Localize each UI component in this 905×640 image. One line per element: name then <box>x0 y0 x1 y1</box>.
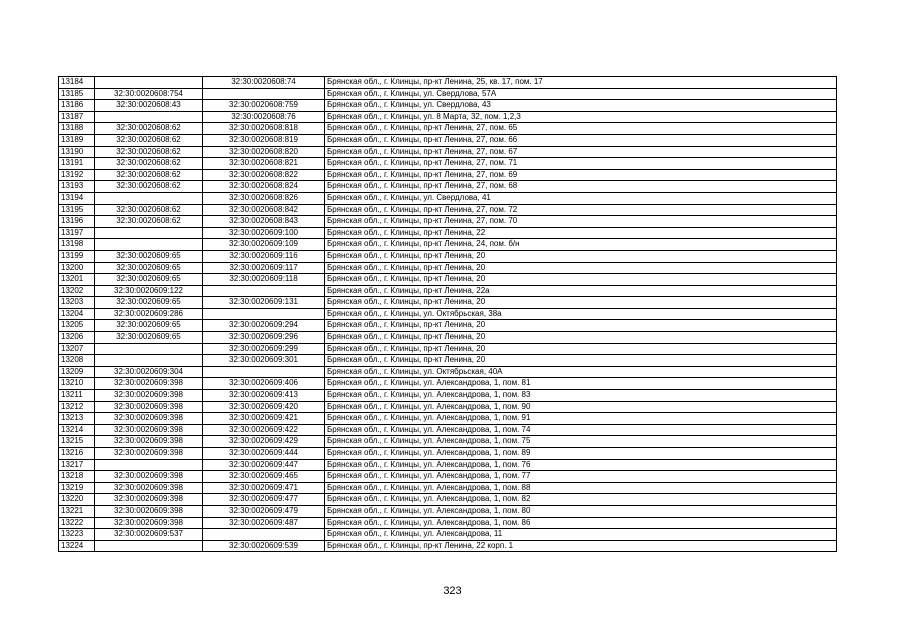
parent-cadastral-number-cell: 32:30:0020608:62 <box>95 169 203 181</box>
table-row <box>59 77 837 89</box>
object-cadastral-number-cell: 32:30:0020609:447 <box>203 459 325 471</box>
parent-cadastral-number-cell: 32:30:0020609:398 <box>95 401 203 413</box>
parent-cadastral-number-cell: 32:30:0020609:65 <box>95 262 203 274</box>
table-row <box>59 146 837 158</box>
parent-cadastral-number-cell: 32:30:0020609:122 <box>95 285 203 297</box>
parent-cadastral-number-cell <box>95 239 203 251</box>
object-cadastral-number-cell <box>203 529 325 541</box>
address-cell: Брянская обл., г. Клинцы, пр-кт Ленина, 20 <box>325 320 837 332</box>
object-cadastral-number-cell <box>203 308 325 320</box>
object-cadastral-number-cell: 32:30:0020609:131 <box>203 297 325 309</box>
row-number-cell: 13199 <box>59 250 95 262</box>
table-row <box>59 494 837 506</box>
table-row <box>59 297 837 309</box>
table-row <box>59 332 837 344</box>
parent-cadastral-number-cell <box>95 459 203 471</box>
object-cadastral-number-cell: 32:30:0020609:429 <box>203 436 325 448</box>
parent-cadastral-number-cell: 32:30:0020609:537 <box>95 529 203 541</box>
object-cadastral-number-cell: 32:30:0020609:471 <box>203 482 325 494</box>
address-cell: Брянская обл., г. Клинцы, ул. Александрова, 1, пом. 89 <box>325 448 837 460</box>
table-row <box>59 134 837 146</box>
table-row <box>59 378 837 390</box>
object-cadastral-number-cell: 32:30:0020608:759 <box>203 100 325 112</box>
row-number-cell: 13206 <box>59 332 95 344</box>
registry-table <box>58 76 837 552</box>
parent-cadastral-number-cell: 32:30:0020609:398 <box>95 471 203 483</box>
address-cell: Брянская обл., г. Клинцы, пр-кт Ленина, 24, пом. б/н <box>325 239 837 251</box>
row-number-cell: 13213 <box>59 413 95 425</box>
table-row <box>59 239 837 251</box>
address-cell: Брянская обл., г. Клинцы, ул. Александрова, 1, пом. 90 <box>325 401 837 413</box>
address-cell: Брянская обл., г. Клинцы, пр-кт Ленина, 27, пом. 72 <box>325 204 837 216</box>
table-row <box>59 448 837 460</box>
address-cell: Брянская обл., г. Клинцы, пр-кт Ленина, 27, пом. 67 <box>325 146 837 158</box>
registry-table-body <box>59 77 837 552</box>
object-cadastral-number-cell: 32:30:0020609:299 <box>203 343 325 355</box>
address-cell: Брянская обл., г. Клинцы, ул. Свердлова, 41 <box>325 192 837 204</box>
table-row <box>59 123 837 135</box>
parent-cadastral-number-cell: 32:30:0020609:398 <box>95 413 203 425</box>
object-cadastral-number-cell: 32:30:0020608:820 <box>203 146 325 158</box>
table-row <box>59 366 837 378</box>
object-cadastral-number-cell <box>203 285 325 297</box>
object-cadastral-number-cell: 32:30:0020608:824 <box>203 181 325 193</box>
object-cadastral-number-cell: 32:30:0020608:819 <box>203 134 325 146</box>
object-cadastral-number-cell: 32:30:0020609:421 <box>203 413 325 425</box>
row-number-cell: 13207 <box>59 343 95 355</box>
table-row <box>59 250 837 262</box>
parent-cadastral-number-cell <box>95 343 203 355</box>
table-row <box>59 424 837 436</box>
parent-cadastral-number-cell <box>95 77 203 89</box>
parent-cadastral-number-cell: 32:30:0020608:62 <box>95 123 203 135</box>
address-cell: Брянская обл., г. Клинцы, пр-кт Ленина, 20 <box>325 297 837 309</box>
row-number-cell: 13217 <box>59 459 95 471</box>
table-row <box>59 169 837 181</box>
row-number-cell: 13189 <box>59 134 95 146</box>
object-cadastral-number-cell <box>203 366 325 378</box>
address-cell: Брянская обл., г. Клинцы, пр-кт Ленина, 27, пом. 66 <box>325 134 837 146</box>
object-cadastral-number-cell: 32:30:0020609:116 <box>203 250 325 262</box>
table-row <box>59 181 837 193</box>
parent-cadastral-number-cell <box>95 111 203 123</box>
row-number-cell: 13220 <box>59 494 95 506</box>
address-cell: Брянская обл., г. Клинцы, пр-кт Ленина, 22 корп. 1 <box>325 540 837 552</box>
address-cell: Брянская обл., г. Клинцы, пр-кт Ленина, 20 <box>325 343 837 355</box>
address-cell: Брянская обл., г. Клинцы, пр-кт Ленина, 20 <box>325 355 837 367</box>
address-cell: Брянская обл., г. Клинцы, ул. Александрова, 1, пом. 74 <box>325 424 837 436</box>
parent-cadastral-number-cell <box>95 227 203 239</box>
object-cadastral-number-cell: 32:30:0020609:100 <box>203 227 325 239</box>
row-number-cell: 13194 <box>59 192 95 204</box>
row-number-cell: 13196 <box>59 216 95 228</box>
address-cell: Брянская обл., г. Клинцы, пр-кт Ленина, 27, пом. 71 <box>325 158 837 170</box>
object-cadastral-number-cell: 32:30:0020609:444 <box>203 448 325 460</box>
row-number-cell: 13221 <box>59 505 95 517</box>
table-row <box>59 482 837 494</box>
table-row <box>59 308 837 320</box>
parent-cadastral-number-cell: 32:30:0020609:65 <box>95 274 203 286</box>
row-number-cell: 13192 <box>59 169 95 181</box>
parent-cadastral-number-cell: 32:30:0020609:286 <box>95 308 203 320</box>
address-cell: Брянская обл., г. Клинцы, пр-кт Ленина, 27, пом. 70 <box>325 216 837 228</box>
object-cadastral-number-cell: 32:30:0020609:296 <box>203 332 325 344</box>
address-cell: Брянская обл., г. Клинцы, пр-кт Ленина, 20 <box>325 250 837 262</box>
table-row <box>59 343 837 355</box>
address-cell: Брянская обл., г. Клинцы, ул. Свердлова, 57А <box>325 88 837 100</box>
table-row <box>59 216 837 228</box>
object-cadastral-number-cell: 32:30:0020609:420 <box>203 401 325 413</box>
address-cell: Брянская обл., г. Клинцы, ул. Свердлова, 43 <box>325 100 837 112</box>
parent-cadastral-number-cell <box>95 540 203 552</box>
address-cell: Брянская обл., г. Клинцы, ул. Александрова, 1, пом. 77 <box>325 471 837 483</box>
row-number-cell: 13204 <box>59 308 95 320</box>
row-number-cell: 13193 <box>59 181 95 193</box>
object-cadastral-number-cell: 32:30:0020608:826 <box>203 192 325 204</box>
table-row <box>59 517 837 529</box>
parent-cadastral-number-cell <box>95 355 203 367</box>
address-cell: Брянская обл., г. Клинцы, пр-кт Ленина, 27, пом. 65 <box>325 123 837 135</box>
table-row <box>59 262 837 274</box>
row-number-cell: 13203 <box>59 297 95 309</box>
row-number-cell: 13222 <box>59 517 95 529</box>
row-number-cell: 13185 <box>59 88 95 100</box>
address-cell: Брянская обл., г. Клинцы, ул. Александрова, 1, пом. 80 <box>325 505 837 517</box>
object-cadastral-number-cell: 32:30:0020608:842 <box>203 204 325 216</box>
address-cell: Брянская обл., г. Клинцы, ул. Александрова, 11 <box>325 529 837 541</box>
row-number-cell: 13201 <box>59 274 95 286</box>
table-row <box>59 158 837 170</box>
object-cadastral-number-cell: 32:30:0020609:406 <box>203 378 325 390</box>
object-cadastral-number-cell: 32:30:0020609:118 <box>203 274 325 286</box>
address-cell: Брянская обл., г. Клинцы, ул. Александрова, 1, пом. 75 <box>325 436 837 448</box>
parent-cadastral-number-cell: 32:30:0020609:65 <box>95 250 203 262</box>
row-number-cell: 13197 <box>59 227 95 239</box>
parent-cadastral-number-cell: 32:30:0020609:398 <box>95 517 203 529</box>
row-number-cell: 13198 <box>59 239 95 251</box>
row-number-cell: 13210 <box>59 378 95 390</box>
row-number-cell: 13214 <box>59 424 95 436</box>
parent-cadastral-number-cell: 32:30:0020609:65 <box>95 320 203 332</box>
parent-cadastral-number-cell: 32:30:0020609:304 <box>95 366 203 378</box>
table-row <box>59 471 837 483</box>
address-cell: Брянская обл., г. Клинцы, пр-кт Ленина, 25, кв. 17, пом. 17 <box>325 77 837 89</box>
address-cell: Брянская обл., г. Клинцы, пр-кт Ленина, 22 <box>325 227 837 239</box>
table-row <box>59 540 837 552</box>
table-row <box>59 274 837 286</box>
address-cell: Брянская обл., г. Клинцы, ул. Октябрьская, 40А <box>325 366 837 378</box>
address-cell: Брянская обл., г. Клинцы, пр-кт Ленина, 27, пом. 68 <box>325 181 837 193</box>
parent-cadastral-number-cell: 32:30:0020608:62 <box>95 204 203 216</box>
row-number-cell: 13205 <box>59 320 95 332</box>
parent-cadastral-number-cell: 32:30:0020608:62 <box>95 146 203 158</box>
table-row <box>59 401 837 413</box>
row-number-cell: 13223 <box>59 529 95 541</box>
table-row <box>59 355 837 367</box>
object-cadastral-number-cell: 32:30:0020609:413 <box>203 390 325 402</box>
parent-cadastral-number-cell: 32:30:0020608:62 <box>95 181 203 193</box>
table-row <box>59 285 837 297</box>
table-row <box>59 459 837 471</box>
table-row <box>59 320 837 332</box>
address-cell: Брянская обл., г. Клинцы, ул. Александрова, 1, пом. 81 <box>325 378 837 390</box>
address-cell: Брянская обл., г. Клинцы, пр-кт Ленина, 20 <box>325 332 837 344</box>
table-row <box>59 390 837 402</box>
row-number-cell: 13187 <box>59 111 95 123</box>
row-number-cell: 13212 <box>59 401 95 413</box>
parent-cadastral-number-cell: 32:30:0020609:65 <box>95 332 203 344</box>
address-cell: Брянская обл., г. Клинцы, ул. Александрова, 1, пом. 83 <box>325 390 837 402</box>
row-number-cell: 13215 <box>59 436 95 448</box>
object-cadastral-number-cell: 32:30:0020608:74 <box>203 77 325 89</box>
address-cell: Брянская обл., г. Клинцы, ул. 8 Марта, 32, пом. 1,2,3 <box>325 111 837 123</box>
table-row <box>59 529 837 541</box>
row-number-cell: 13195 <box>59 204 95 216</box>
parent-cadastral-number-cell: 32:30:0020608:62 <box>95 216 203 228</box>
parent-cadastral-number-cell: 32:30:0020609:398 <box>95 436 203 448</box>
parent-cadastral-number-cell: 32:30:0020609:398 <box>95 378 203 390</box>
object-cadastral-number-cell: 32:30:0020609:301 <box>203 355 325 367</box>
parent-cadastral-number-cell: 32:30:0020609:398 <box>95 390 203 402</box>
row-number-cell: 13188 <box>59 123 95 135</box>
object-cadastral-number-cell: 32:30:0020609:117 <box>203 262 325 274</box>
object-cadastral-number-cell: 32:30:0020609:479 <box>203 505 325 517</box>
object-cadastral-number-cell: 32:30:0020609:294 <box>203 320 325 332</box>
parent-cadastral-number-cell: 32:30:0020609:398 <box>95 448 203 460</box>
table-row <box>59 227 837 239</box>
object-cadastral-number-cell: 32:30:0020608:843 <box>203 216 325 228</box>
row-number-cell: 13191 <box>59 158 95 170</box>
parent-cadastral-number-cell: 32:30:0020609:398 <box>95 482 203 494</box>
table-row <box>59 100 837 112</box>
object-cadastral-number-cell: 32:30:0020609:477 <box>203 494 325 506</box>
row-number-cell: 13216 <box>59 448 95 460</box>
table-row <box>59 436 837 448</box>
parent-cadastral-number-cell: 32:30:0020609:398 <box>95 505 203 517</box>
object-cadastral-number-cell: 32:30:0020609:539 <box>203 540 325 552</box>
object-cadastral-number-cell: 32:30:0020609:109 <box>203 239 325 251</box>
parent-cadastral-number-cell: 32:30:0020609:398 <box>95 494 203 506</box>
object-cadastral-number-cell: 32:30:0020609:422 <box>203 424 325 436</box>
address-cell: Брянская обл., г. Клинцы, пр-кт Ленина, 20 <box>325 262 837 274</box>
row-number-cell: 13224 <box>59 540 95 552</box>
table-row <box>59 88 837 100</box>
row-number-cell: 13200 <box>59 262 95 274</box>
object-cadastral-number-cell: 32:30:0020609:465 <box>203 471 325 483</box>
address-cell: Брянская обл., г. Клинцы, ул. Октябрьская, 38а <box>325 308 837 320</box>
row-number-cell: 13186 <box>59 100 95 112</box>
address-cell: Брянская обл., г. Клинцы, пр-кт Ленина, 20 <box>325 274 837 286</box>
object-cadastral-number-cell: 32:30:0020608:821 <box>203 158 325 170</box>
address-cell: Брянская обл., г. Клинцы, ул. Александрова, 1, пом. 76 <box>325 459 837 471</box>
address-cell: Брянская обл., г. Клинцы, ул. Александрова, 1, пом. 86 <box>325 517 837 529</box>
address-cell: Брянская обл., г. Клинцы, ул. Александрова, 1, пом. 91 <box>325 413 837 425</box>
row-number-cell: 13209 <box>59 366 95 378</box>
table-row <box>59 413 837 425</box>
parent-cadastral-number-cell <box>95 192 203 204</box>
parent-cadastral-number-cell: 32:30:0020608:754 <box>95 88 203 100</box>
address-cell: Брянская обл., г. Клинцы, пр-кт Ленина, 27, пом. 69 <box>325 169 837 181</box>
row-number-cell: 13184 <box>59 77 95 89</box>
row-number-cell: 13208 <box>59 355 95 367</box>
parent-cadastral-number-cell: 32:30:0020608:62 <box>95 134 203 146</box>
table-row <box>59 192 837 204</box>
row-number-cell: 13190 <box>59 146 95 158</box>
table-row <box>59 111 837 123</box>
parent-cadastral-number-cell: 32:30:0020609:398 <box>95 424 203 436</box>
object-cadastral-number-cell <box>203 88 325 100</box>
parent-cadastral-number-cell: 32:30:0020608:43 <box>95 100 203 112</box>
row-number-cell: 13202 <box>59 285 95 297</box>
row-number-cell: 13218 <box>59 471 95 483</box>
table-row <box>59 204 837 216</box>
parent-cadastral-number-cell: 32:30:0020609:65 <box>95 297 203 309</box>
object-cadastral-number-cell: 32:30:0020608:822 <box>203 169 325 181</box>
address-cell: Брянская обл., г. Клинцы, ул. Александрова, 1, пом. 82 <box>325 494 837 506</box>
object-cadastral-number-cell: 32:30:0020608:818 <box>203 123 325 135</box>
row-number-cell: 13219 <box>59 482 95 494</box>
table-row <box>59 505 837 517</box>
object-cadastral-number-cell: 32:30:0020609:487 <box>203 517 325 529</box>
parent-cadastral-number-cell: 32:30:0020608:62 <box>95 158 203 170</box>
address-cell: Брянская обл., г. Клинцы, пр-кт Ленина, 22а <box>325 285 837 297</box>
page-number: 323 <box>443 585 462 597</box>
address-cell: Брянская обл., г. Клинцы, ул. Александрова, 1, пом. 88 <box>325 482 837 494</box>
row-number-cell: 13211 <box>59 390 95 402</box>
object-cadastral-number-cell: 32:30:0020608:76 <box>203 111 325 123</box>
